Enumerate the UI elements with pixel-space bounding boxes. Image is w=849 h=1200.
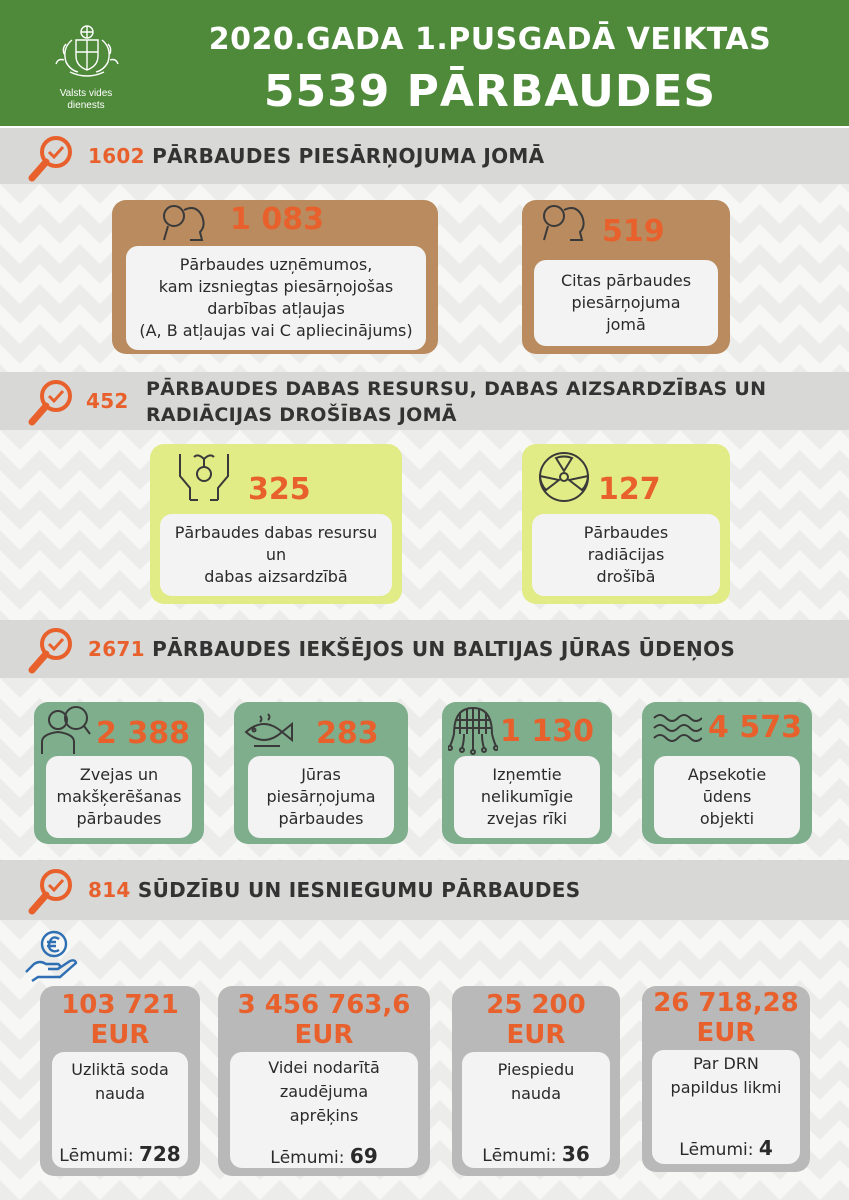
section-number: 814 xyxy=(88,878,131,902)
magnifier-check-icon xyxy=(26,376,78,428)
card-description xyxy=(126,246,426,350)
desc-line: dabas aizsardzībā xyxy=(204,567,348,586)
section-label: PĀRBAUDES IEKŠĒJOS UN BALTIJAS JŪRAS ŪDEŅOS xyxy=(152,637,736,661)
money-currency: EUR xyxy=(294,1020,354,1050)
card-drn-extra-rate xyxy=(642,986,810,1172)
card-description xyxy=(46,756,192,838)
desc-line: Citas pārbaudes xyxy=(560,271,692,290)
card-fines xyxy=(40,986,200,1176)
card-illegal-gear xyxy=(442,702,612,844)
card-description xyxy=(654,756,800,838)
main-title-line1: 2020.GADA 1.PUSGADĀ VEIKTAS xyxy=(208,22,772,57)
header-banner xyxy=(0,0,849,126)
desc-line: un xyxy=(265,545,287,564)
band-water xyxy=(0,678,849,860)
desc-line: Pārbaudes xyxy=(583,523,669,542)
section-number: 452 xyxy=(86,389,129,413)
org-name: Valsts vides dienests xyxy=(59,88,113,111)
hands-plant-icon xyxy=(174,446,234,504)
desc-line: Pārbaudes uzņēmumos, xyxy=(179,255,373,274)
card-value: 1 130 xyxy=(500,714,594,749)
coat-of-arms-logo xyxy=(52,14,122,84)
band-money xyxy=(0,920,849,1200)
inspector-magnifier-icon xyxy=(540,202,590,246)
waves-icon xyxy=(652,712,702,746)
fish-icon xyxy=(240,712,294,752)
desc-line: jomā xyxy=(606,315,646,334)
fishing-net-icon xyxy=(448,704,498,758)
money-amount: 26 718,28 xyxy=(653,988,799,1018)
card-description xyxy=(534,260,718,346)
desc-line: kam izsniegtas piesārņojošas xyxy=(158,277,394,296)
card-description xyxy=(248,756,394,838)
section-title-water xyxy=(88,637,735,661)
desc-line: Izņemtie xyxy=(492,765,562,784)
decisions-value: 69 xyxy=(349,1144,378,1168)
desc-line: objekti xyxy=(699,809,755,828)
money-currency: EUR xyxy=(696,1018,756,1048)
desc-line: Pārbaudes dabas resursu xyxy=(174,523,378,542)
card-penalty-payment xyxy=(452,986,620,1176)
card-nature-resources xyxy=(150,444,402,604)
money-amount: 3 456 763,6 xyxy=(237,990,411,1020)
card-other-pollution xyxy=(522,200,730,354)
desc-line: Zvejas un xyxy=(79,765,159,784)
desc-line: Piespiedu xyxy=(497,1060,575,1079)
section-number: 2671 xyxy=(88,637,145,661)
desc-line: (A, B atļaujas vai C apliecinājums) xyxy=(139,321,413,340)
card-value: 4 573 xyxy=(708,710,802,745)
card-radiation xyxy=(522,444,730,604)
desc-line: Jūras xyxy=(301,765,341,784)
card-water-objects xyxy=(642,702,812,844)
card-description xyxy=(454,756,600,838)
magnifier-check-icon xyxy=(26,865,78,917)
section-label-line1: PĀRBAUDES DABAS RESURSU, DABAS AIZSARDZĪBAS UN xyxy=(146,378,767,400)
desc-line: nauda xyxy=(510,1084,562,1103)
desc-line: papildus likmi xyxy=(670,1078,782,1097)
decisions-count xyxy=(40,1142,200,1166)
desc-line: Uzliktā soda xyxy=(71,1060,169,1079)
section-bar-water xyxy=(0,620,849,678)
card-value: 283 xyxy=(316,716,379,751)
radiation-icon xyxy=(536,450,592,504)
section-bar-nature xyxy=(0,372,849,430)
section-bar-complaints xyxy=(0,860,849,920)
inspector-magnifier-icon xyxy=(160,202,210,246)
card-value: 1 083 xyxy=(230,202,324,237)
desc-line: piesārņojuma xyxy=(266,787,376,806)
decisions-label: Lēmumi: xyxy=(679,1140,754,1160)
money-amount: 103 721 xyxy=(61,990,179,1020)
section-bar-pollution xyxy=(0,128,849,184)
magnifier-check-icon xyxy=(26,624,78,676)
desc-line: piesārņojuma xyxy=(571,293,681,312)
desc-line: Par DRN xyxy=(693,1054,759,1073)
money-amount: 25 200 xyxy=(486,990,586,1020)
desc-line: Videi nodarītā xyxy=(268,1058,380,1077)
desc-line: zvejas rīki xyxy=(486,809,568,828)
card-value: 519 xyxy=(602,214,665,249)
money-currency: EUR xyxy=(90,1020,150,1050)
card-value: 2 388 xyxy=(96,716,190,751)
desc-line: pārbaudes xyxy=(76,809,162,828)
card-pollution-permits xyxy=(112,200,438,354)
desc-line: Apsekotie xyxy=(687,765,767,784)
main-title-line2: 5539 PĀRBAUDES xyxy=(263,66,717,117)
desc-line: radiācijas xyxy=(587,545,665,564)
card-description xyxy=(160,514,392,596)
desc-line: nauda xyxy=(94,1084,146,1103)
decisions-value: 36 xyxy=(561,1142,590,1166)
inspector-icon xyxy=(38,704,92,756)
decisions-count xyxy=(642,1136,810,1160)
section-title-complaints xyxy=(88,878,580,902)
section-title-pollution xyxy=(88,144,544,168)
desc-line: darbības atļaujas xyxy=(207,299,345,318)
decisions-count xyxy=(452,1142,620,1166)
card-damage-calculation xyxy=(218,986,430,1176)
magnifier-check-icon xyxy=(26,132,78,184)
card-fishing-inspections xyxy=(34,702,204,844)
section-label: SŪDZĪBU UN IESNIEGUMU PĀRBAUDES xyxy=(137,878,581,902)
decisions-label: Lēmumi: xyxy=(59,1146,134,1166)
money-currency: EUR xyxy=(506,1020,566,1050)
card-description xyxy=(532,514,720,596)
card-value: 325 xyxy=(248,472,311,507)
section-label: PĀRBAUDES PIESĀRŅOJUMA JOMĀ xyxy=(152,144,545,168)
decisions-value: 4 xyxy=(758,1136,773,1160)
card-value: 127 xyxy=(598,472,661,507)
desc-line: ūdens xyxy=(702,787,752,806)
desc-line: aprēķins xyxy=(289,1106,359,1125)
decisions-value: 728 xyxy=(138,1142,181,1166)
hand-euro-icon xyxy=(24,928,78,984)
decisions-label: Lēmumi: xyxy=(482,1146,557,1166)
band-pollution xyxy=(0,184,849,372)
decisions-label: Lēmumi: xyxy=(270,1148,345,1168)
card-sea-pollution xyxy=(234,702,408,844)
band-nature xyxy=(0,430,849,620)
desc-line: pārbaudes xyxy=(278,809,364,828)
desc-line: makšķerēšanas xyxy=(56,787,182,806)
desc-line: zaudējuma xyxy=(279,1082,369,1101)
desc-line: nelikumīgie xyxy=(480,787,574,806)
decisions-count xyxy=(218,1144,430,1168)
section-number: 1602 xyxy=(88,144,145,168)
section-label-line2: RADIĀCIJAS DROŠĪBAS JOMĀ xyxy=(146,404,457,426)
section-title-nature xyxy=(146,376,766,428)
desc-line: drošībā xyxy=(596,567,656,586)
